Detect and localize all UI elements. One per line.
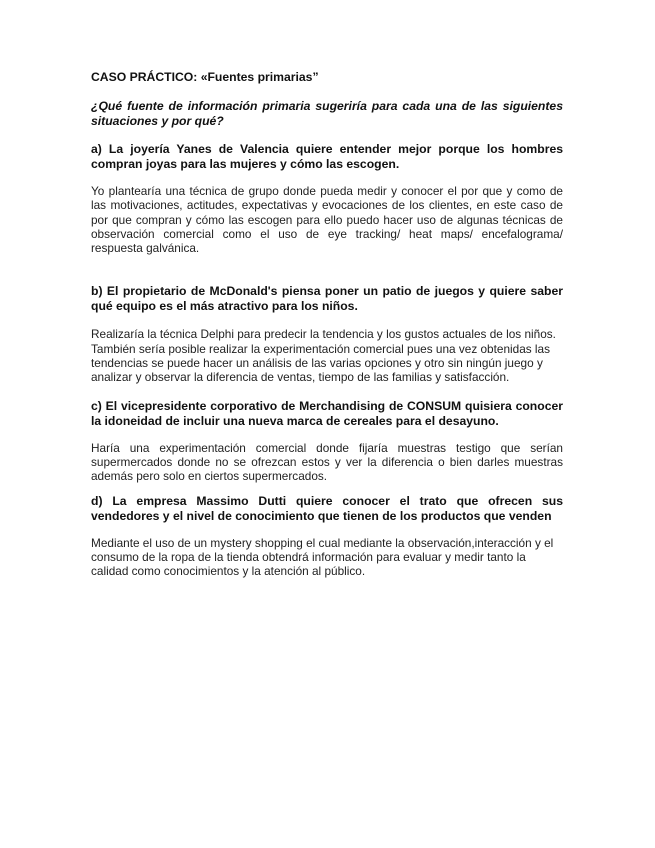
section-d: [91, 494, 563, 579]
section-answer: Haría una experimentación comercial donde fijaría muestras testigo que serían supermercados donde no se ofrezcan estos y ver la diferencia o bien darles muestras además pero solo en ciertos supermercados.: [91, 440, 563, 484]
section-heading: c) El vicepresidente corporativo de Merchandising de CONSUM quisiera conocer la idoneidad de incluir una nueva marca de cereales para el desayuno.: [91, 398, 563, 428]
document-page: [91, 70, 563, 578]
main-question: ¿Qué fuente de información primaria sugeriría para cada una de las siguientes situaciones y por qué?: [91, 99, 563, 128]
section-answer: Mediante el uso de un mystery shopping el cual mediante la observación,interacción y el consumo de la ropa de la tienda obtendrá información para evaluar y medir tanto la calidad como conocimientos y la atención al público.: [91, 535, 554, 579]
section-heading: b) El propietario de McDonald's piensa poner un patio de juegos y quiere saber qué equipo es el más atractivo para los niños.: [91, 284, 563, 314]
section-answer: Realizaría la técnica Delphi para predecir la tendencia y los gustos actuales de los niños. También sería posible realizar la experimentación comercial pues una vez obtenidas las tendencias se puede hacer un análisis de las varias opciones y otro sin ningún juego y analizar y observar la diferencia de ventas, tiempo de las familias y satisfacción.: [91, 327, 556, 385]
section-answer: Yo plantearía una técnica de grupo donde pueda medir y conocer el por que y como de las motivaciones, actitudes, expectativas y evocaciones de los clientes, en este caso de por que compran y cómo las escogen para ello puedo hacer uso de algunas técnicas de observación comercial como el uso de eye tracking/ heat maps/ encefalograma/ respuesta galvánica.: [91, 184, 563, 256]
section-heading: a) La joyería Yanes de Valencia quiere entender mejor porque los hombres compran joyas para las mujeres y cómo las escogen.: [91, 142, 563, 171]
section-c: [91, 399, 563, 484]
section-a: [91, 142, 563, 255]
section-b: [91, 284, 563, 384]
document-title: CASO PRÁCTICO: «Fuentes primarias”: [91, 70, 319, 84]
section-heading: d) La empresa Massimo Dutti quiere conocer el trato que ofrecen sus vendedores y el nivel de conocimiento que tienen de los productos que venden: [91, 493, 563, 523]
